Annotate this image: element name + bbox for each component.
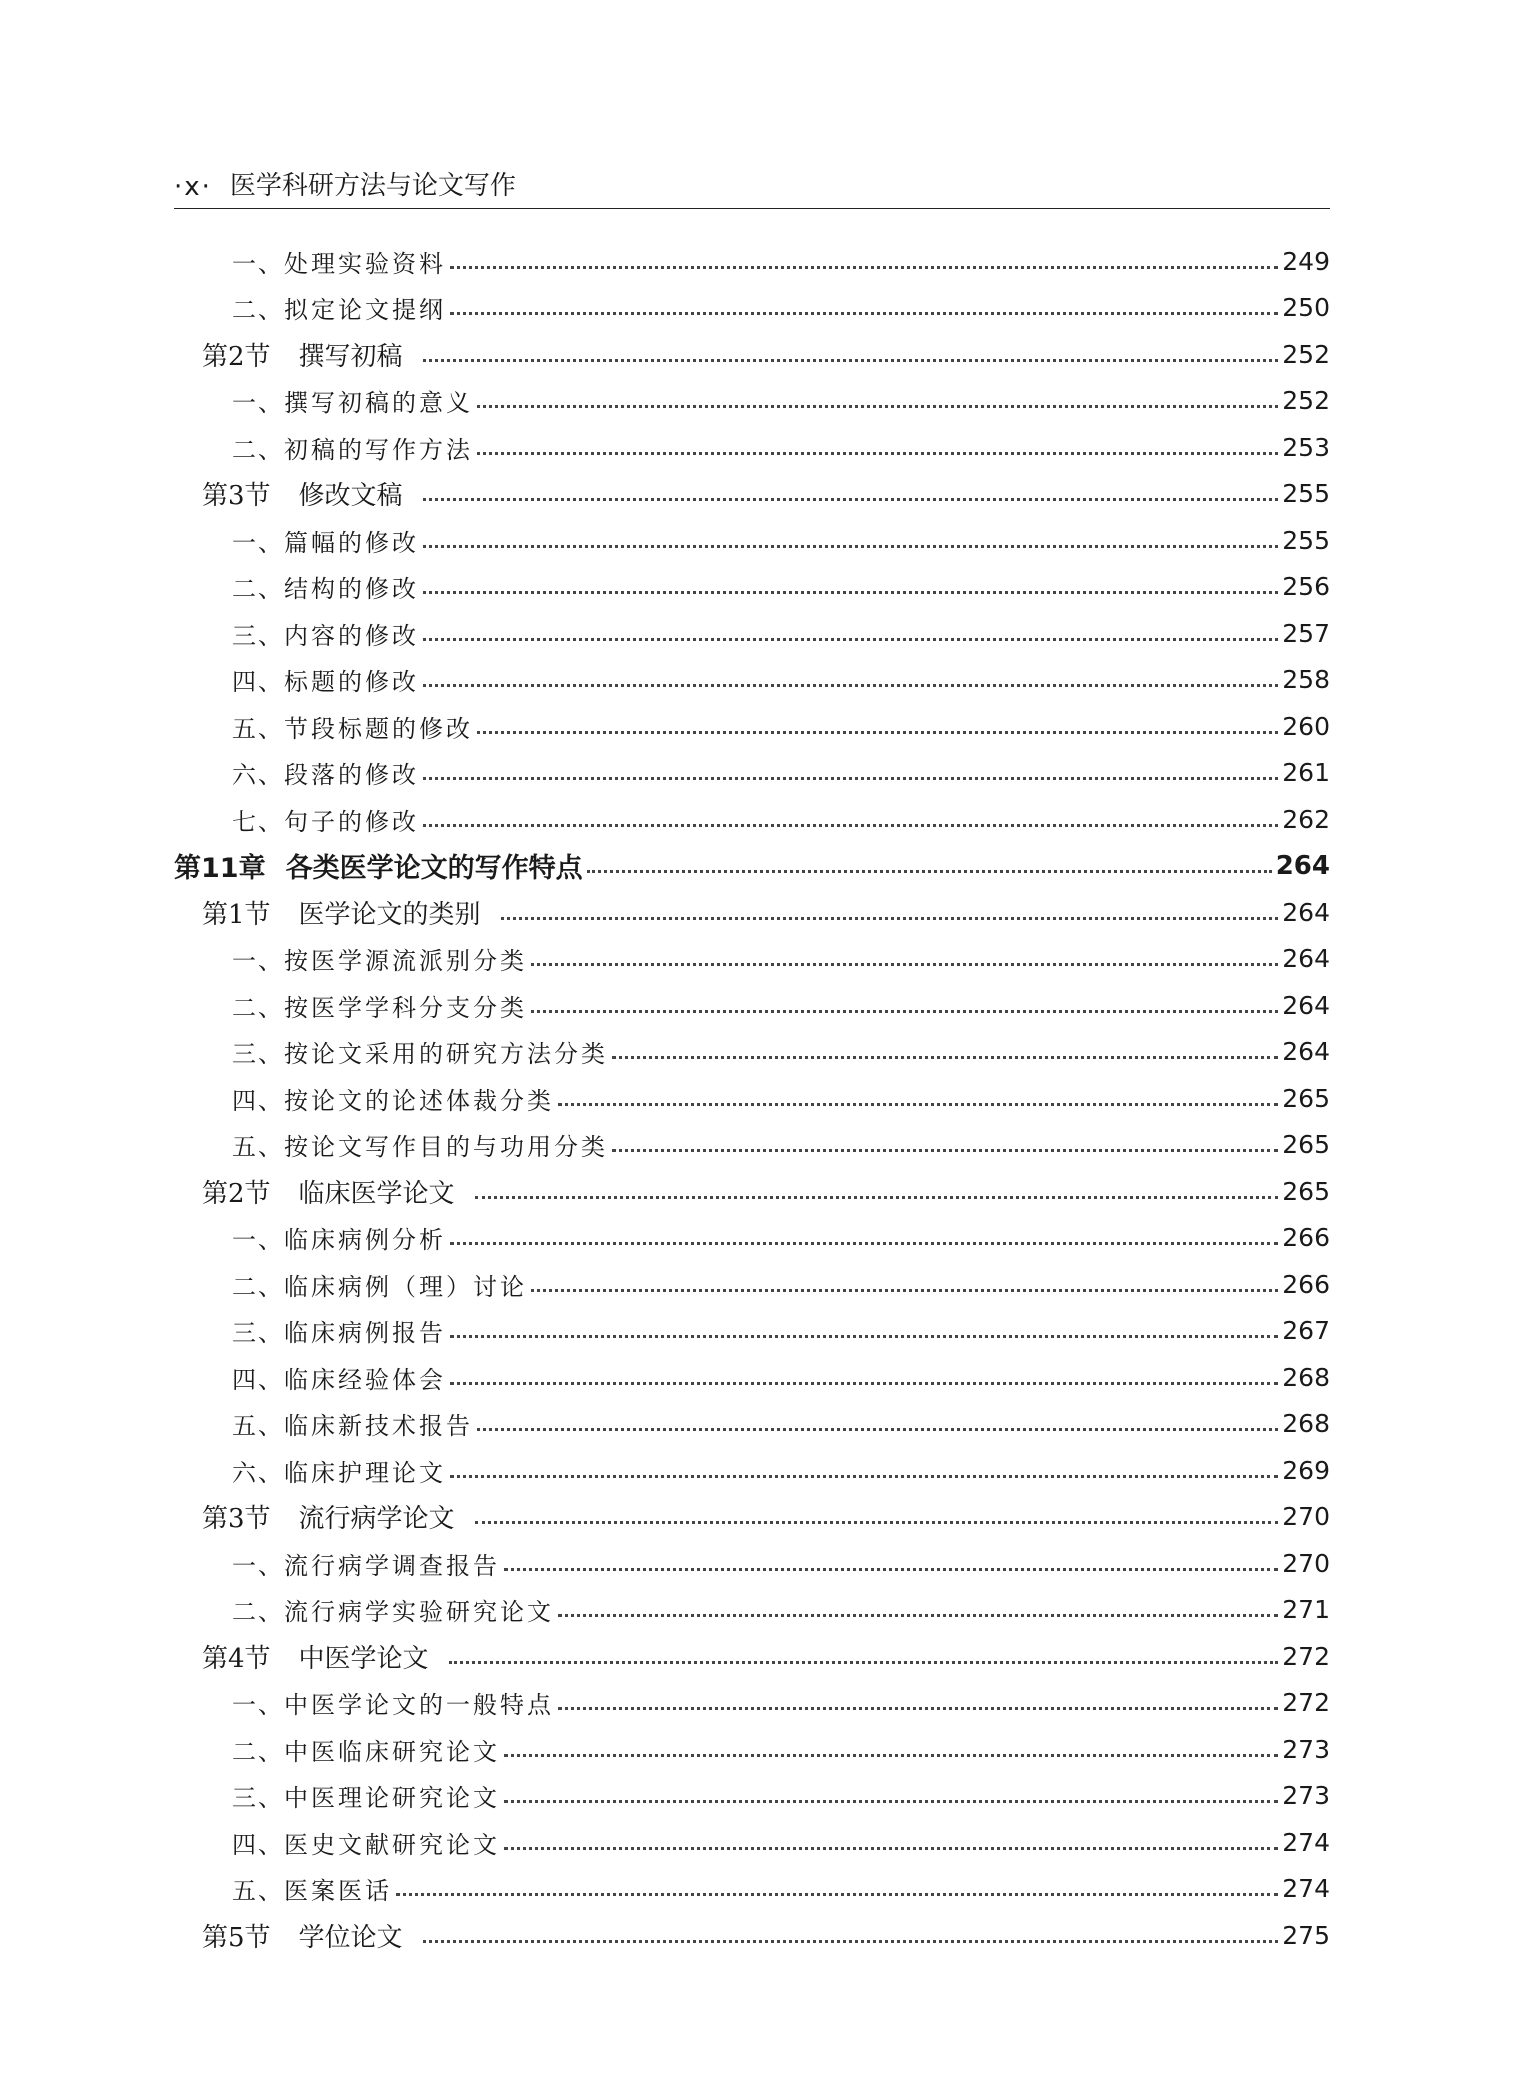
dot-leader — [504, 1754, 1278, 1757]
toc-entry-label — [232, 1406, 473, 1441]
toc-entry-item — [174, 1075, 1330, 1122]
toc-entry-title: 按论文的论述体裁分类 — [284, 1086, 554, 1115]
toc-entry-label — [232, 802, 419, 837]
toc-entry-label — [232, 569, 419, 604]
toc-entry-label — [232, 1871, 392, 1906]
toc-entry-item — [174, 1122, 1330, 1169]
toc-entry-label — [232, 709, 473, 744]
toc-entry-page-number: 266 — [1282, 1269, 1330, 1299]
toc-entry-page-number: 258 — [1282, 665, 1330, 695]
toc-entry-page-number: 264 — [1282, 897, 1330, 927]
toc-entry-page-number: 256 — [1282, 572, 1330, 602]
toc-entry-number: 二、 — [232, 1737, 284, 1766]
toc-entry-number: 四、 — [232, 668, 284, 697]
toc-entry-number: 七、 — [232, 807, 284, 836]
toc-entry-title: 中医理论研究论文 — [284, 1784, 500, 1813]
toc-entry-number: 二、 — [232, 993, 284, 1022]
toc-entry-page-number: 252 — [1282, 339, 1330, 369]
toc-entry-section — [174, 331, 1330, 378]
toc-entry-title: 临床病例报告 — [284, 1319, 446, 1348]
dot-leader — [475, 1196, 1279, 1199]
toc-entry-title: 撰写初稿 — [298, 341, 403, 372]
toc-entry-number: 三、 — [232, 621, 284, 650]
toc-entry-title: 中医学论文 — [298, 1643, 429, 1674]
toc-entry-page-number: 268 — [1282, 1409, 1330, 1439]
toc-entry-item — [174, 657, 1330, 704]
toc-entry-item — [174, 1308, 1330, 1355]
toc-entry-title: 中医学论文的一般特点 — [284, 1691, 554, 1720]
toc-entry-title: 内容的修改 — [284, 621, 419, 650]
toc-entry-title: 拟定论文提纲 — [284, 296, 446, 325]
toc-entry-section — [174, 471, 1330, 518]
toc-entry-number: 四、 — [232, 1086, 284, 1115]
toc-entry-title: 流行病学调查报告 — [284, 1551, 500, 1580]
toc-entry-title: 学位论文 — [298, 1922, 403, 1953]
dot-leader — [450, 266, 1278, 269]
toc-entry-number: 二、 — [232, 1598, 284, 1627]
toc-entry-number: 第11章 — [174, 853, 266, 885]
toc-entry-label — [232, 1685, 554, 1720]
dot-leader — [423, 1940, 1279, 1943]
toc-entry-title: 中医临床研究论文 — [284, 1737, 500, 1766]
toc-entry-page-number: 265 — [1282, 1176, 1330, 1206]
toc-entry-item — [174, 1447, 1330, 1494]
dot-leader — [423, 591, 1278, 594]
toc-entry-page-number: 255 — [1282, 479, 1330, 509]
toc-entry-number: 第3节 — [202, 1504, 271, 1535]
dot-leader — [396, 1893, 1278, 1896]
toc-entry-page-number: 270 — [1282, 1502, 1330, 1532]
toc-entry-title: 按论文写作目的与功用分类 — [284, 1133, 608, 1162]
dot-leader — [558, 1103, 1278, 1106]
toc-entry-title: 按论文采用的研究方法分类 — [284, 1040, 608, 1069]
dot-leader — [558, 1614, 1278, 1617]
dot-leader — [504, 1847, 1278, 1850]
toc-entry-page-number: 274 — [1282, 1827, 1330, 1857]
toc-entry-number: 五、 — [232, 1412, 284, 1441]
toc-entry-title: 各类医学论文的写作特点 — [285, 853, 583, 885]
toc-entry-title: 临床护理论文 — [284, 1458, 446, 1487]
toc-entry-label — [232, 941, 527, 976]
toc-entry-page-number: 270 — [1282, 1548, 1330, 1578]
toc-entry-item — [174, 378, 1330, 425]
dot-leader — [531, 1010, 1278, 1013]
toc-entry-item — [174, 564, 1330, 611]
toc-entry-number: 三、 — [232, 1784, 284, 1813]
toc-entry-number: 第5节 — [202, 1922, 271, 1953]
toc-entry-page-number: 272 — [1282, 1641, 1330, 1671]
toc-entry-label — [232, 755, 419, 790]
toc-entry-number: 三、 — [232, 1040, 284, 1069]
toc-entry-title: 医史文献研究论文 — [284, 1830, 500, 1859]
dot-leader — [477, 731, 1278, 734]
toc-entry-item — [174, 796, 1330, 843]
toc-entry-number: 三、 — [232, 1319, 284, 1348]
toc-entry-item — [174, 1029, 1330, 1076]
toc-entry-number: 一、 — [232, 947, 284, 976]
toc-entry-item — [174, 1215, 1330, 1262]
toc-entry-page-number: 262 — [1282, 804, 1330, 834]
toc-entry-number: 四、 — [232, 1830, 284, 1859]
toc-entry-item — [174, 1773, 1330, 1820]
toc-entry-page-number: 273 — [1282, 1781, 1330, 1811]
dot-leader — [612, 1149, 1278, 1152]
toc-entry-number: 二、 — [232, 1272, 284, 1301]
toc-entry-label — [232, 1592, 554, 1627]
dot-leader — [477, 452, 1278, 455]
toc-entry-title: 临床病例分析 — [284, 1226, 446, 1255]
dot-leader — [423, 638, 1278, 641]
toc-entry-title: 按医学学科分支分类 — [284, 993, 527, 1022]
dot-leader — [531, 963, 1278, 966]
toc-entry-label — [232, 1313, 446, 1348]
dot-leader — [477, 405, 1278, 408]
toc-entry-title: 句子的修改 — [284, 807, 419, 836]
toc-entry-page-number: 252 — [1282, 386, 1330, 416]
toc-entry-page-number: 261 — [1282, 758, 1330, 788]
toc-entry-title: 篇幅的修改 — [284, 528, 419, 557]
toc-entry-label — [232, 1732, 500, 1767]
table-of-contents — [174, 238, 1330, 1959]
toc-entry-number: 六、 — [232, 761, 284, 790]
toc-entry-title: 临床经验体会 — [284, 1365, 446, 1394]
toc-entry-item — [174, 1401, 1330, 1448]
toc-entry-page-number: 264 — [1282, 944, 1330, 974]
toc-entry-number: 六、 — [232, 1458, 284, 1487]
dot-leader — [423, 359, 1279, 362]
toc-entry-page-number: 249 — [1282, 246, 1330, 276]
toc-entry-label — [202, 894, 481, 931]
toc-entry-number: 五、 — [232, 1133, 284, 1162]
dot-leader — [612, 1056, 1278, 1059]
toc-entry-page-number: 265 — [1282, 1083, 1330, 1113]
toc-entry-page-number: 268 — [1282, 1362, 1330, 1392]
toc-entry-page-number: 264 — [1282, 1037, 1330, 1067]
toc-entry-number: 一、 — [232, 1551, 284, 1580]
toc-entry-page-number: 250 — [1282, 293, 1330, 323]
dot-leader — [449, 1661, 1279, 1664]
toc-entry-section — [174, 1494, 1330, 1541]
toc-entry-page-number: 253 — [1282, 432, 1330, 462]
page-folio: ·x· — [174, 172, 212, 202]
toc-entry-page-number: 273 — [1282, 1734, 1330, 1764]
toc-entry-number: 第2节 — [202, 341, 271, 372]
toc-entry-title: 段落的修改 — [284, 761, 419, 790]
toc-entry-number: 一、 — [232, 389, 284, 418]
toc-entry-label — [232, 1267, 527, 1302]
toc-entry-number: 一、 — [232, 528, 284, 557]
toc-entry-item — [174, 1354, 1330, 1401]
toc-entry-item — [174, 703, 1330, 750]
toc-entry-label — [202, 1638, 429, 1675]
toc-entry-title: 初稿的写作方法 — [284, 435, 473, 464]
toc-entry-page-number: 265 — [1282, 1130, 1330, 1160]
toc-entry-number: 五、 — [232, 714, 284, 743]
toc-entry-label — [232, 662, 419, 697]
toc-entry-label — [202, 1173, 455, 1210]
dot-leader — [558, 1707, 1278, 1710]
dot-leader — [501, 917, 1279, 920]
toc-entry-item — [174, 424, 1330, 471]
toc-entry-page-number: 275 — [1282, 1920, 1330, 1950]
toc-entry-page-number: 272 — [1282, 1688, 1330, 1718]
toc-entry-label — [202, 336, 403, 373]
toc-entry-item — [174, 1261, 1330, 1308]
dot-leader — [423, 684, 1278, 687]
toc-entry-item — [174, 1866, 1330, 1913]
dot-leader — [423, 498, 1279, 501]
toc-entry-label — [232, 244, 446, 279]
toc-entry-page-number: 266 — [1282, 1223, 1330, 1253]
toc-entry-number: 第1节 — [202, 899, 271, 930]
toc-entry-title: 临床病例（理）讨论 — [284, 1272, 527, 1301]
dot-leader — [423, 777, 1278, 780]
toc-entry-page-number: 264 — [1275, 850, 1330, 881]
toc-entry-number: 二、 — [232, 296, 284, 325]
toc-entry-number: 第4节 — [202, 1643, 271, 1674]
toc-entry-number: 第3节 — [202, 481, 271, 512]
toc-entry-label — [232, 1034, 608, 1069]
toc-entry-title: 结构的修改 — [284, 575, 419, 604]
toc-entry-item — [174, 1680, 1330, 1727]
toc-entry-section — [174, 889, 1330, 936]
running-head — [174, 168, 1330, 209]
toc-entry-title: 处理实验资料 — [284, 249, 446, 278]
toc-entry-label — [232, 1825, 500, 1860]
toc-entry-title: 医学论文的类别 — [298, 899, 481, 930]
toc-entry-page-number: 257 — [1282, 618, 1330, 648]
dot-leader — [450, 1335, 1278, 1338]
toc-entry-number: 二、 — [232, 435, 284, 464]
dot-leader — [587, 870, 1272, 873]
toc-entry-label — [232, 1453, 446, 1488]
dot-leader — [423, 545, 1278, 548]
toc-entry-label — [232, 1360, 446, 1395]
toc-entry-item — [174, 610, 1330, 657]
toc-entry-title: 按医学源流派别分类 — [284, 947, 527, 976]
toc-entry-item — [174, 1540, 1330, 1587]
toc-entry-title: 医案医话 — [284, 1877, 392, 1906]
toc-entry-chapter — [174, 843, 1330, 890]
toc-entry-label — [232, 523, 419, 558]
toc-entry-number: 一、 — [232, 249, 284, 278]
toc-entry-label — [174, 846, 583, 885]
toc-entry-page-number: 260 — [1282, 711, 1330, 741]
toc-entry-title: 流行病学实验研究论文 — [284, 1598, 554, 1627]
dot-leader — [450, 1382, 1278, 1385]
toc-entry-item — [174, 238, 1330, 285]
toc-entry-item — [174, 1587, 1330, 1634]
dot-leader — [504, 1800, 1278, 1803]
toc-entry-label — [232, 1220, 446, 1255]
toc-entry-label — [232, 1081, 554, 1116]
toc-entry-page-number: 255 — [1282, 525, 1330, 555]
toc-entry-section — [174, 1912, 1330, 1959]
toc-entry-number: 五、 — [232, 1877, 284, 1906]
toc-entry-title: 临床医学论文 — [298, 1178, 455, 1209]
toc-entry-label — [232, 1546, 500, 1581]
toc-entry-label — [232, 1778, 500, 1813]
toc-entry-label — [232, 290, 446, 325]
toc-entry-title: 临床新技术报告 — [284, 1412, 473, 1441]
toc-entry-number: 二、 — [232, 575, 284, 604]
toc-entry-section — [174, 1168, 1330, 1215]
toc-entry-item — [174, 936, 1330, 983]
toc-entry-page-number: 264 — [1282, 990, 1330, 1020]
dot-leader — [475, 1521, 1279, 1524]
dot-leader — [477, 1428, 1278, 1431]
toc-entry-item — [174, 1819, 1330, 1866]
toc-entry-title: 流行病学论文 — [298, 1504, 455, 1535]
toc-entry-label — [232, 988, 527, 1023]
toc-entry-item — [174, 1726, 1330, 1773]
toc-entry-label — [202, 1498, 455, 1535]
toc-entry-page-number: 271 — [1282, 1595, 1330, 1625]
dot-leader — [450, 312, 1278, 315]
toc-entry-number: 第2节 — [202, 1178, 271, 1209]
toc-entry-page-number: 269 — [1282, 1455, 1330, 1485]
toc-entry-item — [174, 517, 1330, 564]
toc-entry-number: 一、 — [232, 1226, 284, 1255]
toc-entry-page-number: 274 — [1282, 1874, 1330, 1904]
toc-entry-label — [202, 475, 403, 512]
toc-entry-label — [232, 430, 473, 465]
toc-entry-title: 修改文稿 — [298, 481, 403, 512]
toc-entry-section — [174, 1633, 1330, 1680]
toc-entry-label — [232, 1127, 608, 1162]
toc-entry-page-number: 267 — [1282, 1316, 1330, 1346]
toc-entry-item — [174, 982, 1330, 1029]
toc-entry-item — [174, 285, 1330, 332]
toc-entry-number: 四、 — [232, 1365, 284, 1394]
dot-leader — [450, 1242, 1278, 1245]
dot-leader — [531, 1289, 1278, 1292]
toc-entry-label — [202, 1917, 403, 1954]
toc-entry-title: 撰写初稿的意义 — [284, 389, 473, 418]
dot-leader — [504, 1568, 1278, 1571]
toc-entry-title: 节段标题的修改 — [284, 714, 473, 743]
toc-entry-label — [232, 616, 419, 651]
toc-entry-title: 标题的修改 — [284, 668, 419, 697]
toc-entry-label — [232, 383, 473, 418]
dot-leader — [423, 824, 1278, 827]
toc-entry-number: 一、 — [232, 1691, 284, 1720]
dot-leader — [450, 1475, 1278, 1478]
toc-entry-item — [174, 750, 1330, 797]
book-title: 医学科研方法与论文写作 — [229, 171, 516, 201]
